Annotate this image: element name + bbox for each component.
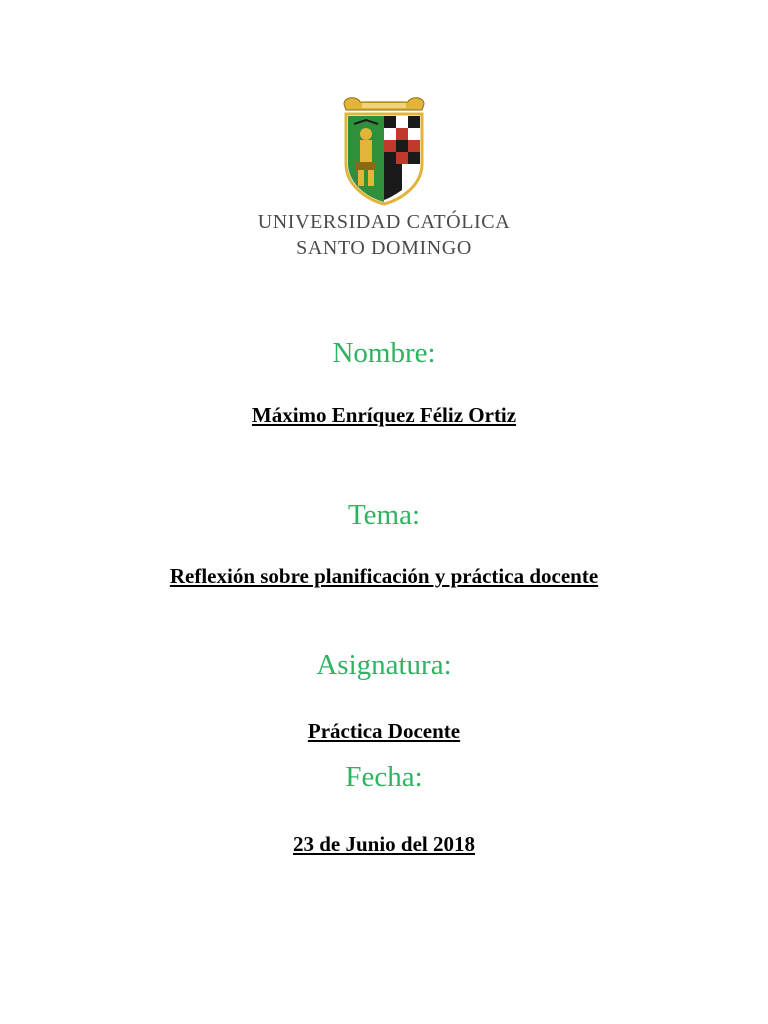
asignatura-value: Práctica Docente: [307, 719, 461, 743]
asignatura-label: Asignatura:: [316, 649, 452, 681]
fecha-label: Fecha:: [345, 761, 423, 793]
tema-value: Reflexión sobre planificación y práctica docente: [169, 564, 599, 588]
university-name-line1: UNIVERSIDAD CATÓLICA: [257, 211, 511, 233]
university-name-line2: SANTO DOMINGO: [296, 237, 472, 259]
nombre-value: Máximo Enríquez Féliz Ortiz: [251, 403, 517, 427]
university-crest-logo: [338, 94, 430, 206]
tema-label: Tema:: [347, 499, 421, 531]
fecha-value: 23 de Junio del 2018: [292, 832, 476, 856]
nombre-label: Nombre:: [332, 337, 436, 369]
